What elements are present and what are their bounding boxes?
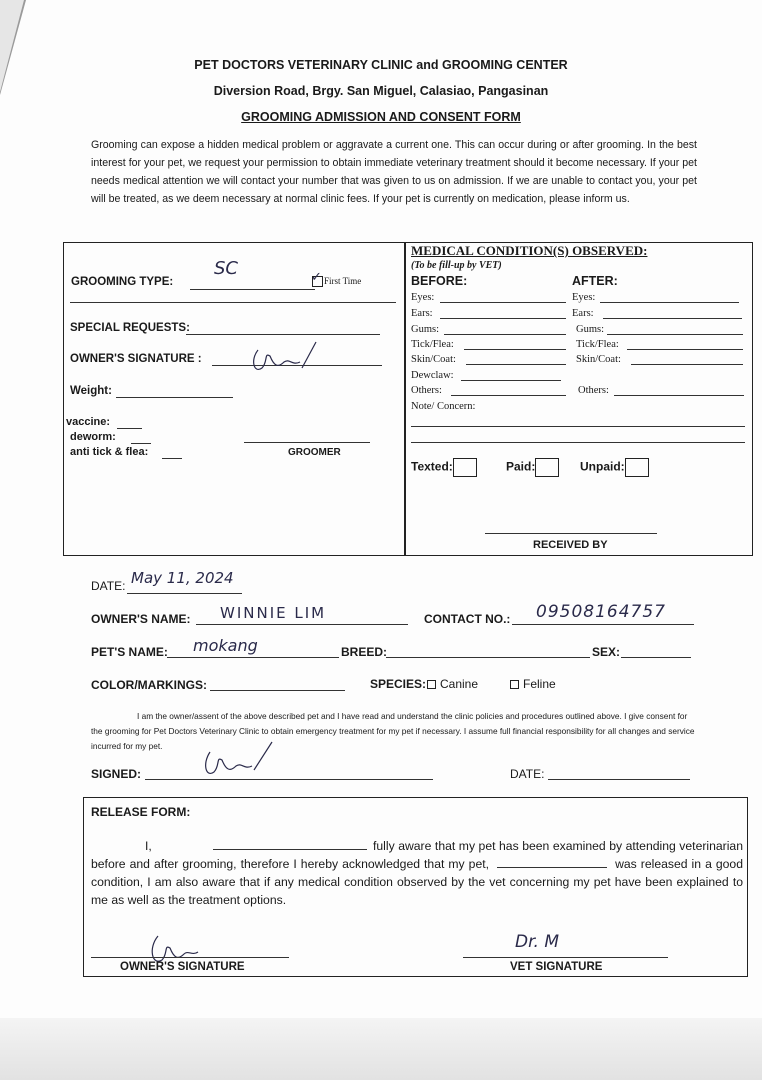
before-ears-label: Ears: (411, 308, 433, 319)
deworm-line[interactable] (131, 443, 151, 444)
consent-date-label: DATE: (510, 767, 545, 781)
date-value[interactable]: May 11, 2024 (131, 569, 234, 587)
species-label: SPECIES: (370, 677, 427, 691)
before-dewclaw-line[interactable] (461, 380, 561, 381)
species-canine[interactable] (427, 677, 478, 691)
vaccine-line[interactable] (117, 428, 142, 429)
pet-name-value[interactable]: mokang (193, 636, 258, 655)
weight-label: Weight: (70, 385, 112, 397)
before-eyes-line[interactable] (440, 302, 566, 303)
groomer-label: GROOMER (288, 447, 341, 458)
before-gums-label: Gums: (411, 324, 440, 335)
special-requests-label: SPECIAL REQUESTS: (70, 322, 190, 334)
date-label: DATE: (91, 579, 126, 593)
before-tickflea-label: Tick/Flea: (411, 339, 454, 350)
unpaid-field (580, 458, 649, 477)
after-eyes-label: Eyes: (572, 292, 596, 303)
before-skincoat-label: Skin/Coat: (411, 354, 456, 365)
after-others-line[interactable] (614, 395, 744, 396)
owner-release-signature-label: OWNER'S SIGNATURE (120, 961, 245, 973)
grooming-extra-line (70, 302, 396, 303)
weight-line[interactable] (116, 397, 233, 398)
release-title: RELEASE FORM: (91, 805, 191, 819)
owner-release-signature-line[interactable] (91, 957, 289, 958)
vet-signature-line[interactable] (463, 957, 668, 958)
folded-corner-highlight (0, 0, 24, 92)
owner-signature-label: OWNER'S SIGNATURE : (70, 353, 202, 365)
received-by-line[interactable] (485, 533, 657, 534)
feline-label: Feline (523, 677, 556, 691)
panel-divider (404, 242, 406, 556)
consent-date-line[interactable] (548, 779, 690, 780)
texted-checkbox[interactable] (453, 458, 477, 477)
scan-shadow (0, 1018, 762, 1080)
texted-field (411, 458, 477, 477)
pet-name-line[interactable] (167, 657, 339, 658)
color-markings-label: COLOR/MARKINGS: (91, 678, 207, 692)
note-line-1[interactable] (411, 426, 745, 427)
after-skincoat-line[interactable] (631, 364, 743, 365)
release-text-2: was released in a good condition, I am also aware that if any medical condition observed by the vet concerning my pet have been explained to me as well as the treatment options. (91, 857, 743, 907)
sex-label: SEX: (592, 645, 621, 659)
breed-label: BREED: (341, 645, 388, 659)
grooming-type-value[interactable]: SC (214, 258, 238, 279)
unpaid-label: Unpaid: (580, 459, 625, 474)
after-gums-line[interactable] (607, 334, 743, 335)
after-ears-label: Ears: (572, 308, 594, 319)
intro-paragraph: Grooming can expose a hidden medical problem or aggravate a current one. This can occur during or after grooming. In the best interest for your pet, we request your permission to obtain immediate veterinary treatment should it become necessary. If your pet needs medical attention we will contact your number that was given to us on admission. If we are unable to contact you, your pet will be treated, as we deem necessary at normal clinic fees. If your pet is currently on medication, please inform us. (91, 139, 697, 205)
medical-subtitle: (To be fill-up by VET) (411, 260, 502, 271)
consent-signature-scribble (196, 738, 276, 782)
before-dewclaw-label: Dewclaw: (411, 370, 454, 381)
note-concern-label: Note/ Concern: (411, 401, 476, 412)
owner-name-value[interactable]: WINNIE LIM (220, 604, 327, 622)
species-feline[interactable] (510, 677, 556, 691)
groomer-line[interactable] (244, 442, 370, 443)
canine-label: Canine (440, 677, 479, 691)
color-markings-line[interactable] (210, 690, 345, 691)
sex-line[interactable] (621, 657, 691, 658)
unpaid-checkbox[interactable] (625, 458, 649, 477)
anti-tick-label: anti tick & flea: (70, 446, 149, 458)
contact-line[interactable] (512, 624, 694, 625)
first-time-label: First Time (324, 276, 362, 286)
special-requests-line (186, 334, 380, 335)
clinic-name: PET DOCTORS VETERINARY CLINIC and GROOMING CENTER (194, 58, 568, 72)
breed-line[interactable] (386, 657, 590, 658)
consent-paragraph: I am the owner/assent of the above described pet and I have read and understand the clinic policies and procedures outlined above. I give consent for the grooming for Pet Doctors Veterinary Clinic to obtain emergency treatment for my pet if necessary. I assume full financial responsibility for all changes and service incurred for my pet. (91, 711, 695, 751)
before-gums-line[interactable] (444, 334, 566, 335)
note-line-2[interactable] (411, 442, 745, 443)
vet-initials: Dr. M (515, 932, 559, 952)
date-line[interactable] (127, 593, 242, 594)
before-tickflea-line[interactable] (464, 349, 566, 350)
texted-label: Texted: (411, 459, 453, 474)
canine-checkbox[interactable] (427, 680, 436, 689)
contact-value[interactable]: 09508164757 (536, 602, 666, 622)
paid-label: Paid: (506, 459, 536, 474)
release-text-1: fully aware that my pet has been examined by attending veterinarian before and after grooming, therefore I hereby acknowledged that my pet, (91, 839, 743, 871)
release-i: I, (145, 839, 152, 853)
after-others-label: Others: (578, 385, 609, 396)
feline-checkbox[interactable] (510, 680, 519, 689)
signed-line[interactable] (145, 779, 433, 780)
before-skincoat-line[interactable] (466, 364, 566, 365)
owner-signature-scribble (240, 338, 320, 378)
anti-tick-line[interactable] (162, 458, 182, 459)
grooming-type-label: GROOMING TYPE: (71, 276, 174, 288)
owner-name-line[interactable] (196, 624, 408, 625)
release-pet-blank[interactable] (497, 856, 607, 868)
before-ears-line[interactable] (440, 318, 566, 319)
before-others-line[interactable] (451, 395, 566, 396)
before-others-label: Others: (411, 385, 442, 396)
form-title: GROOMING ADMISSION AND CONSENT FORM (241, 110, 521, 124)
received-by-label: RECEIVED BY (533, 539, 608, 551)
release-owner-blank[interactable] (213, 838, 367, 850)
after-tickflea-line[interactable] (627, 349, 743, 350)
medical-title: MEDICAL CONDITION(S) OBSERVED: (411, 243, 648, 258)
signed-label: SIGNED: (91, 767, 142, 781)
contact-label: CONTACT NO.: (424, 612, 511, 626)
grooming-type-line (190, 289, 315, 290)
after-eyes-line[interactable] (600, 302, 739, 303)
after-ears-line[interactable] (603, 318, 742, 319)
paid-checkbox[interactable] (535, 458, 559, 477)
release-paragraph (91, 837, 743, 909)
after-gums-label: Gums: (576, 324, 605, 335)
vet-signature-label: VET SIGNATURE (510, 961, 603, 973)
owner-name-label: OWNER'S NAME: (91, 612, 191, 626)
vaccine-label: vaccine: (66, 416, 111, 428)
deworm-label: deworm: (70, 431, 116, 443)
pet-name-label: PET'S NAME: (91, 645, 168, 659)
after-skincoat-label: Skin/Coat: (576, 354, 621, 365)
grooming-panel (63, 242, 753, 556)
clinic-address: Diversion Road, Brgy. San Miguel, Calasiao, Pangasinan (213, 84, 549, 98)
after-tickflea-label: Tick/Flea: (576, 339, 619, 350)
paid-field (506, 458, 559, 477)
before-eyes-label: Eyes: (411, 292, 435, 303)
checkmark-icon: ✓ (311, 270, 322, 285)
before-label: BEFORE: (411, 274, 468, 288)
after-label: AFTER: (572, 274, 618, 288)
